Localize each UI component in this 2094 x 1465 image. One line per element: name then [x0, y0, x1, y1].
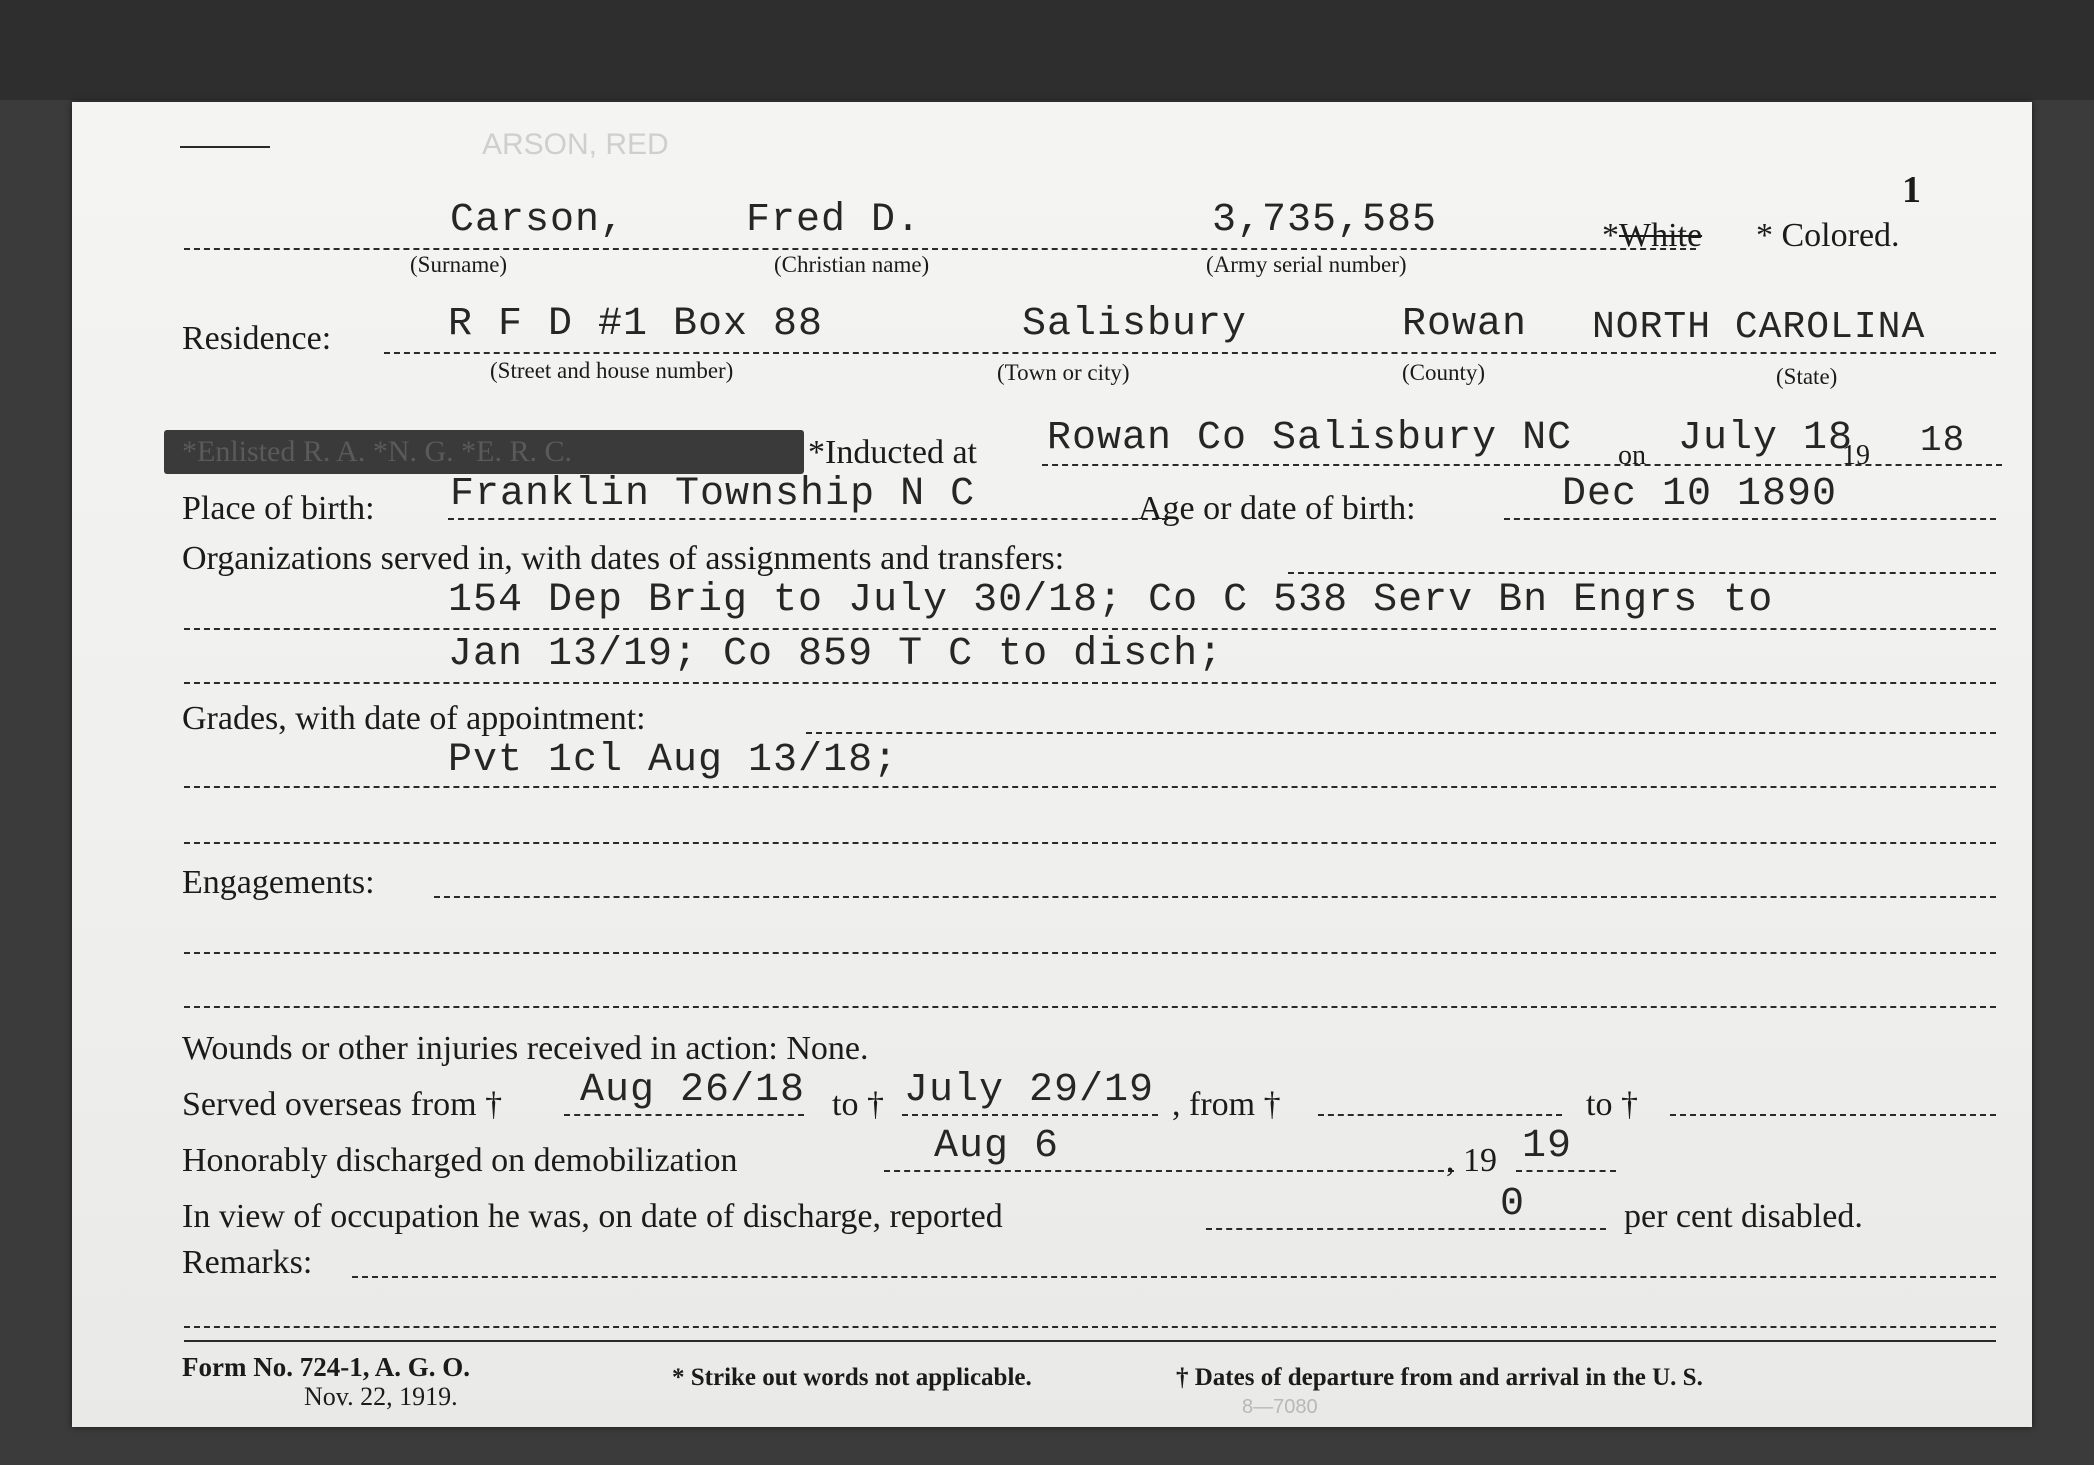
overseas-to-text: to [832, 1086, 859, 1123]
footer-rule [184, 1340, 1996, 1342]
organizations-line-2 [184, 682, 1996, 684]
serial-number-value: 3,735,585 [1212, 198, 1438, 243]
county-value: Rowan [1402, 302, 1528, 347]
place-of-birth-label: Place of birth: [182, 490, 375, 527]
overseas-to2-text: to [1586, 1086, 1613, 1123]
organizations-value-2: Jan 13/19; Co 859 T C to disch; [448, 632, 1224, 677]
served-overseas-text: Served overseas from [182, 1086, 477, 1123]
overseas-to2-line [1670, 1114, 1996, 1116]
dagger-mark: † [1620, 1086, 1638, 1123]
christian-name-value: Fred D. [746, 198, 922, 243]
induction-year-prefix: 19 [1842, 440, 1870, 471]
remarks-line-1 [352, 1276, 1996, 1278]
service-record-card [72, 102, 2032, 1427]
overseas-from2-text: , from [1172, 1086, 1256, 1123]
engagements-label: Engagements: [182, 864, 375, 901]
discharge-date-line [884, 1170, 1454, 1172]
disability-label: In view of occupation he was, on date of discharge, reported [182, 1198, 1003, 1235]
overseas-to-value: July 29/19 [904, 1068, 1155, 1113]
white-label: White [1619, 217, 1703, 254]
overseas-to-label [832, 1086, 884, 1124]
strike-out-note: * Strike out words not applicable. [672, 1364, 1032, 1391]
overseas-from2-label [1172, 1086, 1281, 1124]
street-caption: (Street and house number) [490, 358, 734, 383]
overseas-from-line [564, 1114, 804, 1116]
organizations-line-1 [184, 628, 1996, 630]
colored-option: * Colored. [1756, 217, 1900, 254]
on-label: on [1618, 440, 1646, 471]
remarks-line-2 [184, 1326, 1996, 1328]
dates-note: † Dates of departure from and arrival in the U. S. [1176, 1364, 1703, 1391]
inducted-label: *Inducted at [808, 434, 977, 471]
dagger-mark: † [1263, 1086, 1281, 1123]
asterisk-mark: * [1602, 217, 1619, 254]
organizations-value-1: 154 Dep Brig to July 30/18; Co C 538 Serv Bn Engrs to [448, 578, 1774, 623]
grades-label-line [806, 732, 1996, 734]
top-rule [180, 146, 270, 148]
organizations-label-line [1288, 572, 1996, 574]
header-ghost-text: ARSON, RED [482, 128, 669, 161]
wounds-text: Wounds or other injuries received in action: None. [182, 1030, 869, 1067]
state-caption: (State) [1776, 364, 1838, 389]
residence-line [384, 352, 1996, 354]
surname-caption: (Surname) [410, 252, 508, 277]
dagger-mark: † [866, 1086, 884, 1123]
overseas-from-value: Aug 26/18 [580, 1068, 806, 1113]
overseas-to2-label [1586, 1086, 1638, 1124]
form-date: Nov. 22, 1919. [304, 1382, 458, 1411]
white-option [1602, 217, 1702, 255]
induction-date-value: July 18 [1678, 416, 1854, 461]
served-overseas-label [182, 1086, 502, 1124]
birth-date-line [1504, 518, 1996, 520]
disability-value: 0 [1500, 1182, 1526, 1227]
grades-line-2 [184, 842, 1996, 844]
remarks-label: Remarks: [182, 1244, 313, 1281]
grades-label: Grades, with date of appointment: [182, 700, 646, 737]
engagements-line-2 [184, 952, 1996, 954]
disability-suffix: per cent disabled. [1624, 1198, 1863, 1235]
disability-line [1206, 1228, 1606, 1230]
discharge-year-line [1516, 1170, 1616, 1172]
birth-place-line [448, 518, 1168, 520]
form-number: Form No. 724-1, A. G. O. [182, 1352, 470, 1382]
serial-number-caption: (Army serial number) [1206, 252, 1407, 277]
christian-name-caption: (Christian name) [774, 252, 930, 277]
engagements-line-1 [434, 896, 1996, 898]
town-value: Salisbury [1022, 302, 1248, 347]
grades-value-1: Pvt 1cl Aug 13/18; [448, 738, 899, 783]
name-line [184, 248, 1696, 250]
discharge-year-prefix: , 19 [1446, 1142, 1497, 1179]
grades-line-1 [184, 786, 1996, 788]
discharge-year-value: 19 [1522, 1124, 1573, 1169]
date-of-birth-value: Dec 10 1890 [1562, 472, 1838, 517]
discharge-label: Honorably discharged on demobilization [182, 1142, 738, 1179]
induction-place-value: Rowan Co Salisbury NC [1047, 416, 1573, 461]
surname-value: Carson, [450, 198, 626, 243]
organizations-label: Organizations served in, with dates of assignments and transfers: [182, 540, 1065, 577]
scanner-background [0, 0, 2094, 100]
redacted-enlisted-text: *Enlisted R. A. *N. G. *E. R. C. [182, 435, 573, 468]
town-caption: (Town or city) [997, 360, 1130, 385]
stamp-ghost-text: 8—7080 [1242, 1396, 1318, 1418]
card-number: 1 [1902, 169, 1921, 211]
place-of-birth-value: Franklin Township N C [450, 472, 976, 517]
overseas-to-line [902, 1114, 1158, 1116]
engagements-line-3 [184, 1006, 1996, 1008]
street-value: R F D #1 Box 88 [448, 302, 824, 347]
residence-label: Residence: [182, 320, 332, 357]
discharge-date-value: Aug 6 [934, 1124, 1060, 1169]
age-label: Age or date of birth: [1138, 490, 1416, 527]
dagger-mark: † [485, 1086, 503, 1123]
induction-year-value: 18 [1920, 420, 1966, 461]
overseas-from2-line [1318, 1114, 1562, 1116]
county-caption: (County) [1402, 360, 1486, 385]
state-value: NORTH CAROLINA [1592, 306, 1926, 349]
